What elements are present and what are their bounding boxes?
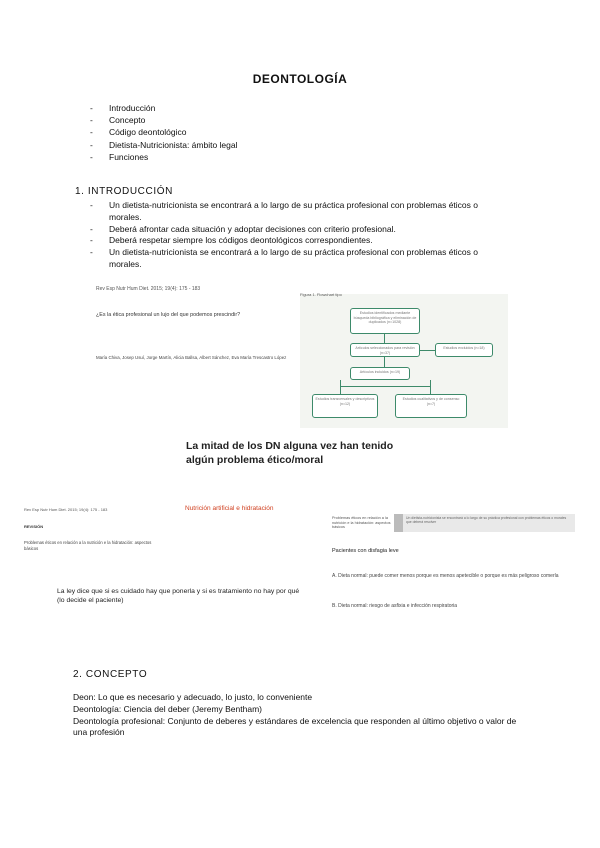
toc-item: - Dietista-Nutricionista: ámbito legal bbox=[90, 139, 238, 150]
flowchart-connector bbox=[420, 350, 435, 351]
list-item: - Un dietista-nutricionista se encontrará a lo largo de su práctica profesional con problemas éticos o morales. bbox=[90, 247, 479, 269]
slide-right-banner-text: Un dietista-nutricionista se encontrará a lo largo de su práctica profesional con problemas éticos o morales que deberá resolver bbox=[406, 516, 567, 525]
flowchart-connector bbox=[340, 386, 430, 387]
list-item: - Deberá respetar siempre los códigos deontológicos correspondientes. bbox=[90, 235, 373, 246]
flowchart-connector bbox=[340, 380, 341, 394]
toc-item: - Concepto bbox=[90, 115, 146, 126]
slide-left-subtitle: Problemas éticos en relación a la nutrición e la hidratación: aspectos básicos bbox=[24, 540, 152, 551]
slide-right-banner bbox=[394, 514, 575, 532]
slide-left-title: Nutrición artificial e hidratación bbox=[185, 505, 274, 512]
toc-item: - Introducción bbox=[90, 103, 156, 113]
concept-definitions bbox=[73, 692, 518, 739]
highlight-line: algún problema ético/moral bbox=[186, 454, 324, 466]
article-journal: Rev Esp Nutr Hum Diet. 2015; 19(4): 175 - 183 bbox=[96, 286, 201, 292]
flowchart-box: Artículos incluidos (n=19) bbox=[350, 367, 410, 380]
definition-line: Deontología: Ciencia del deber (Jeremy Bentham) bbox=[73, 703, 262, 714]
article-authors: María Chiva, Josep Usuí, Jorge Martín, Alicia Ballsa, Albert Sánchez, Eva María Trescastro López bbox=[96, 355, 287, 360]
slide-right bbox=[328, 510, 578, 620]
definition-line: Deon: Lo que es necesario y adecuado, lo justo, lo conveniente bbox=[73, 692, 313, 702]
table-of-contents bbox=[90, 102, 238, 163]
slide-right-heading: Pacientes con disfagia leve bbox=[332, 548, 399, 554]
flowchart-box: Artículos seleccionados para revisión (n=37) bbox=[350, 343, 420, 357]
highlight-text bbox=[186, 439, 393, 467]
slide-right-item: B. Dieta normal: riesgo de asfixia e infección respiratoria bbox=[332, 603, 458, 609]
flowchart-connector bbox=[384, 357, 385, 367]
slide-right-header: Problemas éticos en relación a la nutrición e la hidratación: aspectos básicos bbox=[332, 516, 391, 530]
list-item: - Un dietista-nutricionista se encontrará a lo largo de su práctica profesional con problemas éticos o morales. bbox=[90, 200, 479, 222]
article-clipping bbox=[92, 286, 292, 376]
flowchart-caption: Figura 1. Flowchart tipo bbox=[300, 292, 342, 297]
section-heading-introduccion: 1. INTRODUCCIÓN bbox=[75, 186, 173, 197]
slide-left-header: Rev Esp Nutr Hum Diet. 2015; 19(4): 175 - 183 bbox=[24, 507, 108, 512]
toc-item: - Funciones bbox=[90, 151, 149, 162]
flowchart-connector bbox=[384, 334, 385, 343]
intro-bullet-list bbox=[90, 200, 510, 271]
flowchart-box: Estudios identificados mediante búsqueda bibliográfica y eliminación de duplicados (n=1028) bbox=[350, 308, 420, 334]
highlight-line: La mitad de los DN alguna vez han tenido bbox=[186, 440, 394, 452]
slide-left-body: La ley dice que si es cuidado hay que ponerla y si es tratamiento no hay por qué (lo decide el paciente) bbox=[57, 588, 300, 604]
section-heading-concepto: 2. CONCEPTO bbox=[73, 669, 148, 680]
slide-right-item: A. Dieta normal: puede comer menos porque es menos apetecible o porque es más peligroso comerla bbox=[332, 573, 559, 579]
flowchart-box: Estudios cualitativos y de consenso (n=7) bbox=[395, 394, 467, 418]
slide-left bbox=[20, 503, 310, 623]
definition-line: Deontología profesional: Conjunto de deberes y estándares de excelencia que responden al último objetivo o valor de una profesión bbox=[73, 715, 517, 738]
list-item: - Deberá afrontar cada situación y adoptar decisiones con criterio profesional. bbox=[90, 223, 396, 234]
flowchart-box: Estudios transversales y descriptivos (n=12) bbox=[312, 394, 378, 418]
flowchart-box: Estudios excluidos (n=18) bbox=[435, 343, 493, 357]
flowchart-connector bbox=[430, 380, 431, 394]
toc-item: - Código deontológico bbox=[90, 127, 187, 138]
article-question: ¿Es la ética profesional un lujo del que podemos prescindir? bbox=[96, 312, 241, 318]
page-title: DEONTOLOGÍA bbox=[252, 72, 348, 86]
flowchart-figure bbox=[300, 294, 508, 428]
slide-left-label: REVISIÓN bbox=[24, 524, 44, 529]
